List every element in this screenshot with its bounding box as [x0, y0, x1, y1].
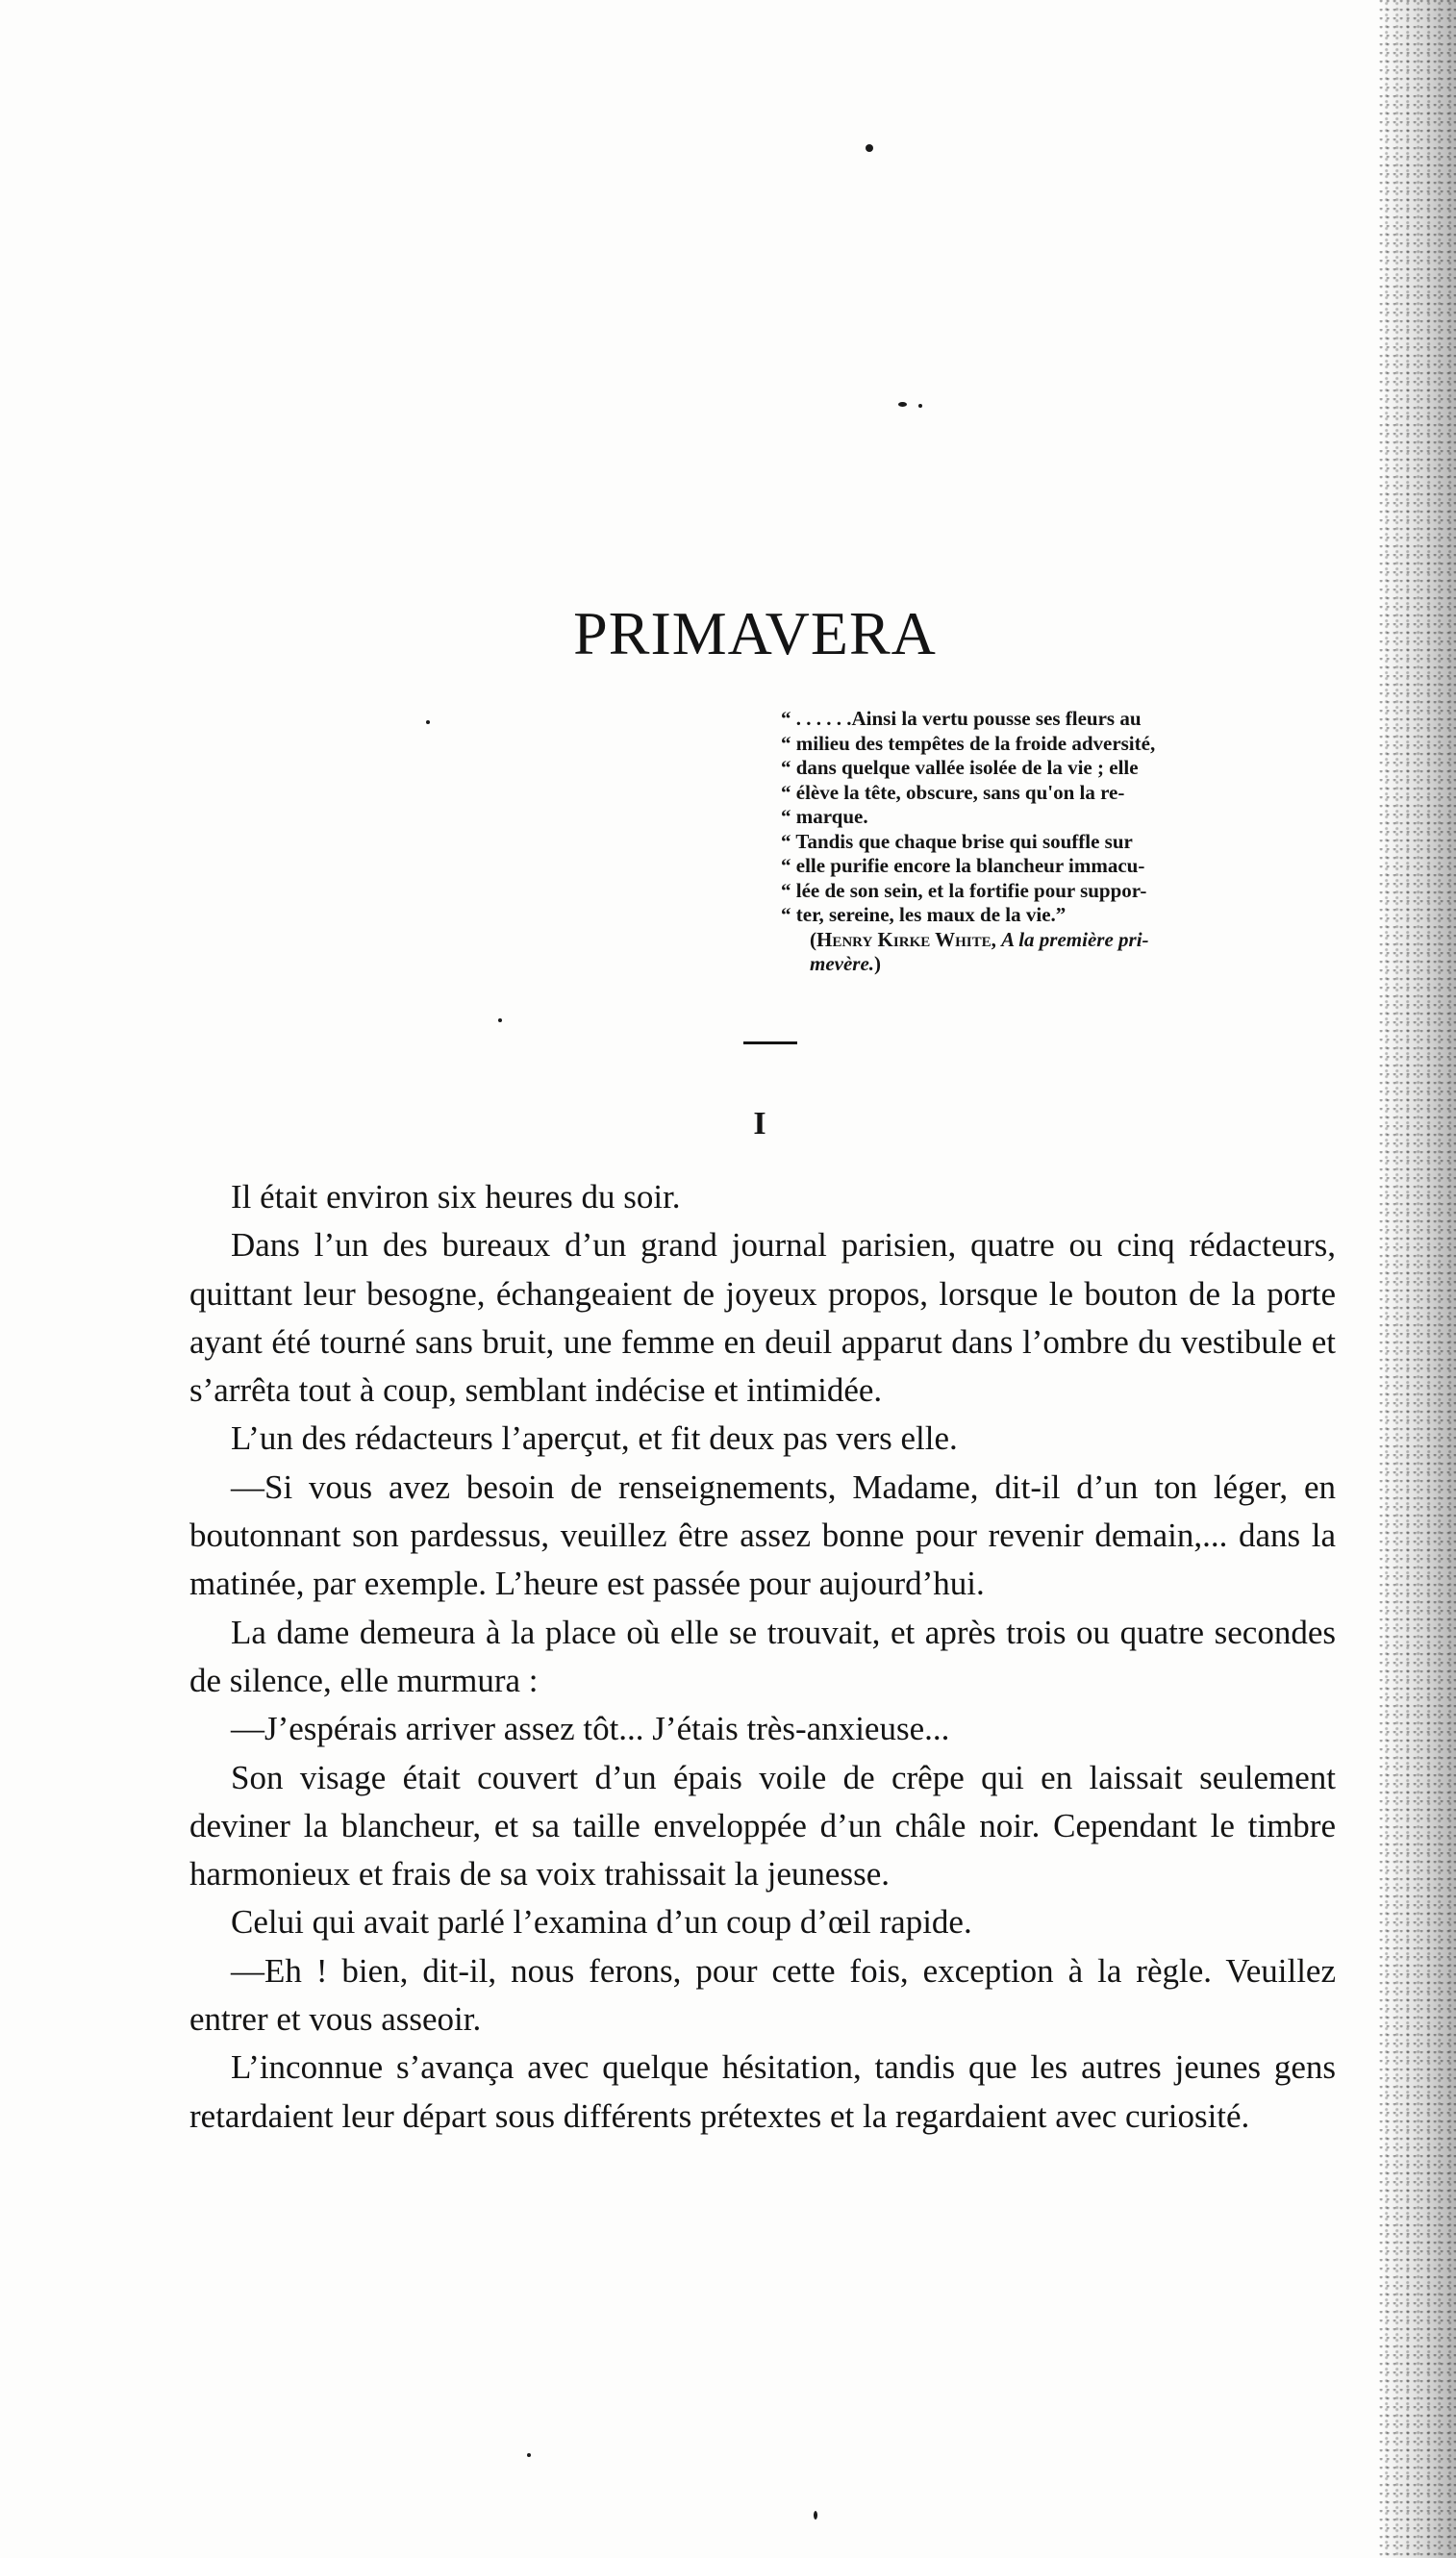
paragraph: —Eh ! bien, dit-il, nous ferons, pour cette fois, exception à la règle. Veuillez entrer et vous asseoir.	[189, 1951, 1336, 2039]
chapter-title: PRIMAVERA	[573, 599, 937, 667]
paragraph: Il était environ six heures du soir.	[231, 1178, 681, 1216]
epigraph-line: “ Tandis que chaque brise qui souffle sur	[781, 829, 1133, 853]
paragraph: Dans l’un des bureaux d’un grand journal parisien, quatre ou cinq rédacteurs, quittant leur besogne, échangeaient de joyeux propos, lorsque le bouton de la porte ayant été tourné sans bruit, une femme en deuil apparut dans l’ombre du vestibule et s’arrêta tout à coup, semblant indécise et intimidée.	[189, 1226, 1336, 1410]
section-divider	[743, 1041, 797, 1044]
epigraph-line: “ lée de son sein, et la fortifie pour suppor-	[781, 878, 1147, 902]
epigraph-line: “ milieu des tempêtes de la froide adversité,	[781, 731, 1156, 755]
paragraph: L’un des rédacteurs l’aperçut, et fit deux pas vers elle.	[231, 1419, 958, 1458]
epigraph-line: “ dans quelque vallée isolée de la vie ; elle	[781, 756, 1139, 779]
scan-speck	[426, 720, 430, 724]
epigraph-attribution	[781, 928, 1334, 953]
epigraph-line: “ ter, sereine, les maux de la vie.”	[781, 903, 1067, 926]
epigraph-line: “ marque.	[781, 805, 868, 828]
scan-speck	[898, 402, 907, 407]
epigraph	[781, 707, 1334, 977]
scan-speck	[866, 144, 873, 152]
epigraph-line: “ elle purifie encore la blancheur immacu-	[781, 854, 1145, 877]
scan-speck	[527, 2453, 531, 2457]
paragraph: —J’espérais arriver assez tôt... J’étais très-anxieuse...	[231, 1710, 950, 1748]
chapter-number: I	[753, 1106, 766, 1141]
paragraph: —Si vous avez besoin de renseignements, Madame, dit-il d’un ton léger, en boutonnant son pardessus, veuillez être assez bonne pour revenir demain,... dans la matinée, par exemple. L’heure est passée pour aujourd’hui.	[189, 1467, 1336, 1603]
attribution-close: )	[874, 952, 882, 975]
epigraph-attribution-cont	[781, 952, 1334, 977]
paragraph: Son visage était couvert d’un épais voile de crêpe qui en laissait seulement deviner la blancheur, et sa taille enveloppée d’un châle noir. Cependant le timbre harmonieux et frais de sa voix trahissait la jeunesse.	[189, 1758, 1336, 1893]
attribution-work: A la première pri-	[1001, 927, 1149, 951]
body-text	[189, 1173, 1336, 2141]
scan-speck	[498, 1018, 502, 1022]
attribution-work-cont: mevère.	[810, 952, 875, 975]
epigraph-line: “ . . . . . .Ainsi la vertu pousse ses fleurs au	[781, 707, 1142, 730]
scan-speck	[918, 404, 922, 408]
attribution-separator: ,	[991, 927, 1002, 951]
paragraph: Celui qui avait parlé l’examina d’un coup d’œil rapide.	[231, 1903, 972, 1942]
scanned-page-edge	[1379, 0, 1456, 2558]
attribution-open: (	[810, 927, 816, 951]
attribution-author: Henry Kirke White	[816, 927, 992, 951]
paragraph: La dame demeura à la place où elle se trouvait, et après trois ou quatre secondes de silence, elle murmura :	[189, 1613, 1336, 1699]
paragraph: L’inconnue s’avança avec quelque hésitation, tandis que les autres jeunes gens retardaient leur départ sous différents prétextes et la regardaient avec curiosité.	[189, 2048, 1336, 2135]
epigraph-line: “ élève la tête, obscure, sans qu'on la re-	[781, 780, 1125, 804]
scan-speck	[814, 2511, 817, 2520]
